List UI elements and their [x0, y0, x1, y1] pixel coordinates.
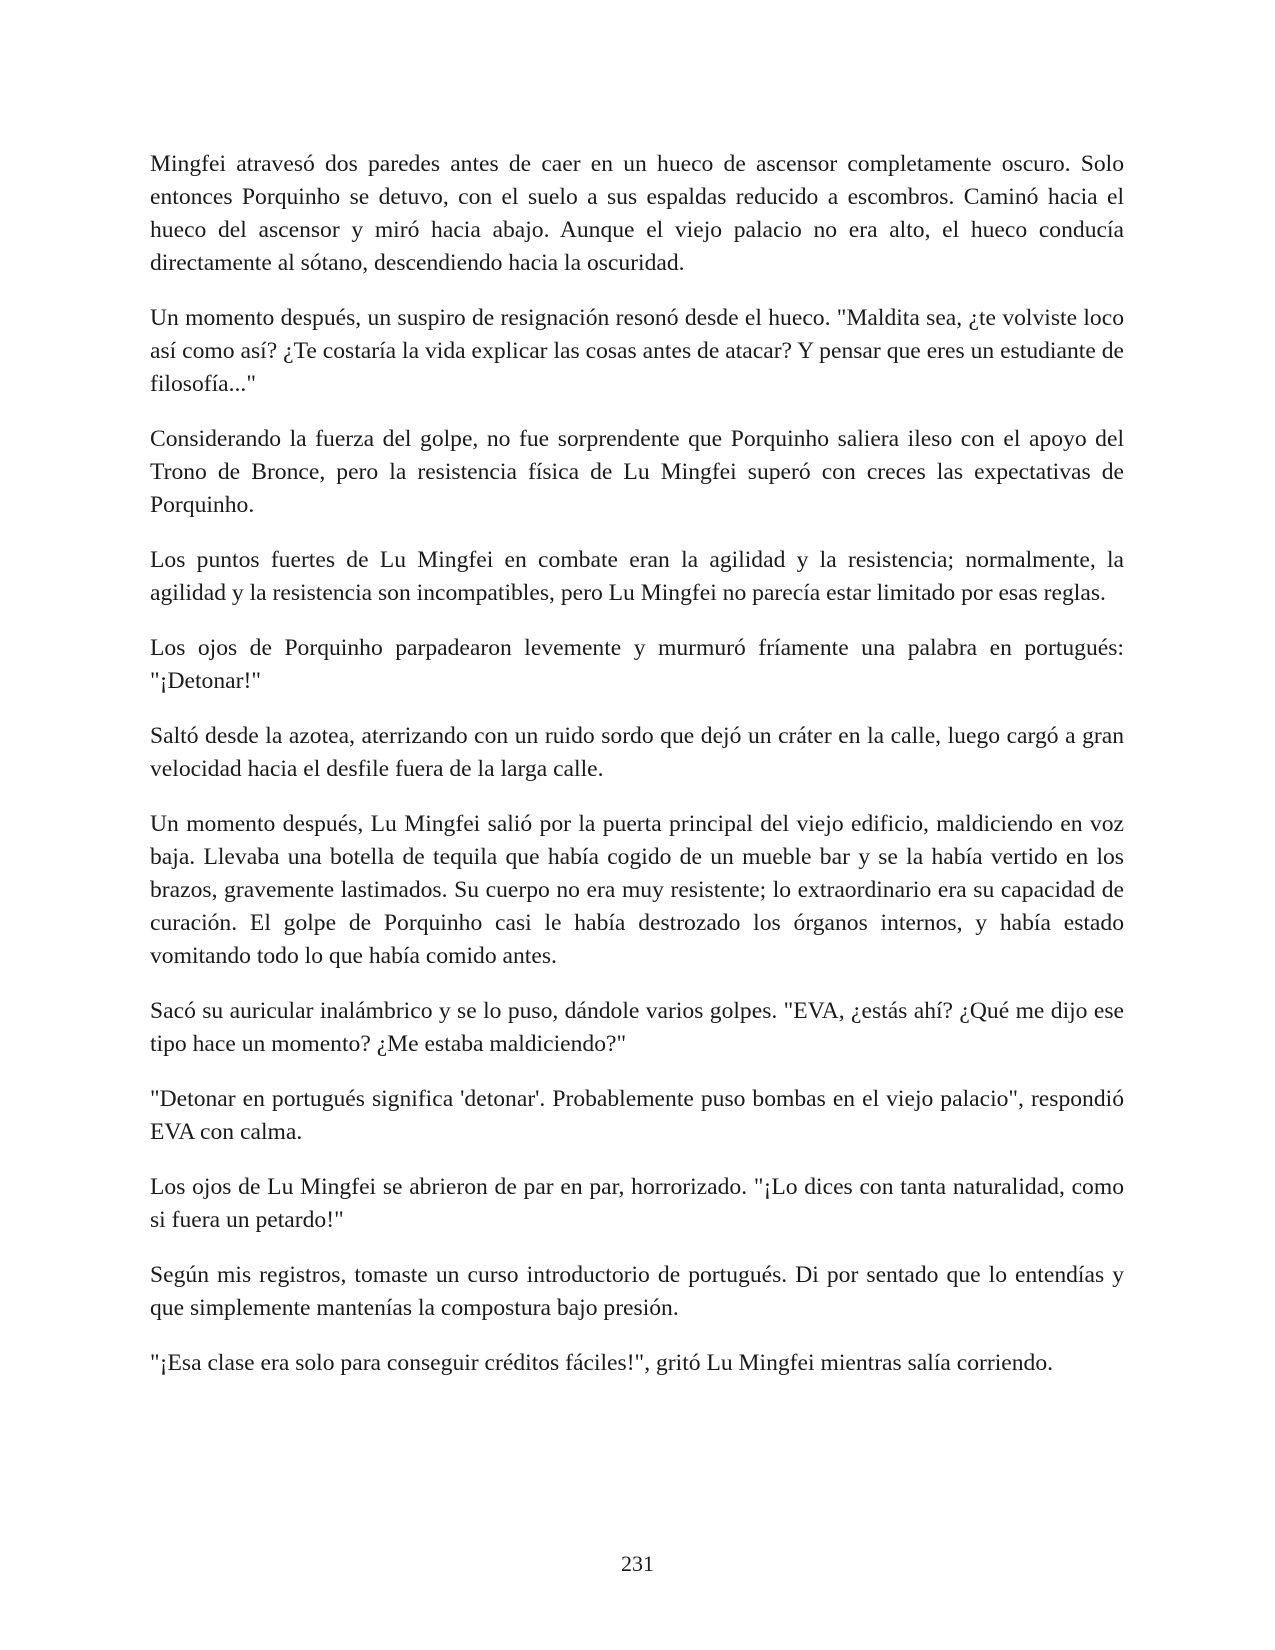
body-text [150, 148, 1124, 1402]
paragraph: Los ojos de Porquinho parpadearon levemente y murmuró fríamente una palabra en portugués: "¡Detonar!" [150, 635, 1124, 694]
paragraph: Considerando la fuerza del golpe, no fue sorprendente que Porquinho saliera ileso con el apoyo del Trono de Bronce, pero la resistencia física de Lu Mingfei superó con creces las expectativas de Porquinho. [150, 426, 1124, 518]
paragraph: Los ojos de Lu Mingfei se abrieron de par en par, horrorizado. "¡Lo dices con tanta naturalidad, como si fuera un petardo!" [150, 1174, 1124, 1233]
paragraph: Mingfei atravesó dos paredes antes de caer en un hueco de ascensor completamente oscuro. Solo entonces Porquinho se detuvo, con el suelo a sus espaldas reducido a escombros. Caminó hacia el hueco del ascensor y miró hacia abajo. Aunque el viejo palacio no era alto, el hueco conducía directamente al sótano, descendiendo hacia la oscuridad. [150, 151, 1124, 276]
paragraph: "¡Esa clase era solo para conseguir créditos fáciles!", gritó Lu Mingfei mientras salía corriendo. [150, 1350, 1054, 1376]
paragraph: Según mis registros, tomaste un curso introductorio de portugués. Di por sentado que lo entendías y que simplemente mantenías la compostura bajo presión. [150, 1262, 1124, 1321]
paragraph: Un momento después, un suspiro de resignación resonó desde el hueco. "Maldita sea, ¿te volviste loco así como así? ¿Te costaría la vida explicar las cosas antes de atacar? Y pensar que eres un estudiante de filosofía..." [150, 305, 1124, 397]
paragraph: "Detonar en portugués significa 'detonar'. Probablemente puso bombas en el viejo palacio", respondió EVA con calma. [150, 1086, 1124, 1145]
paragraph: Sacó su auricular inalámbrico y se lo puso, dándole varios golpes. "EVA, ¿estás ahí? ¿Qué me dijo ese tipo hace un momento? ¿Me estaba maldiciendo?" [150, 998, 1124, 1057]
page-number: 231 [621, 1551, 654, 1576]
paragraph: Un momento después, Lu Mingfei salió por la puerta principal del viejo edificio, maldiciendo en voz baja. Llevaba una botella de tequila que había cogido de un mueble bar y se la había vertido en los brazos, gravemente lastimados. Su cuerpo no era muy resistente; lo extraordinario era su capacidad de curación. El golpe de Porquinho casi le había destrozado los órganos internos, y había estado vomitando todo lo que había comido antes. [150, 811, 1124, 969]
paragraph: Los puntos fuertes de Lu Mingfei en combate eran la agilidad y la resistencia; normalmente, la agilidad y la resistencia son incompatibles, pero Lu Mingfei no parecía estar limitado por esas reglas. [150, 547, 1124, 606]
paragraph: Saltó desde la azotea, aterrizando con un ruido sordo que dejó un cráter en la calle, luego cargó a gran velocidad hacia el desfile fuera de la larga calle. [150, 723, 1124, 782]
